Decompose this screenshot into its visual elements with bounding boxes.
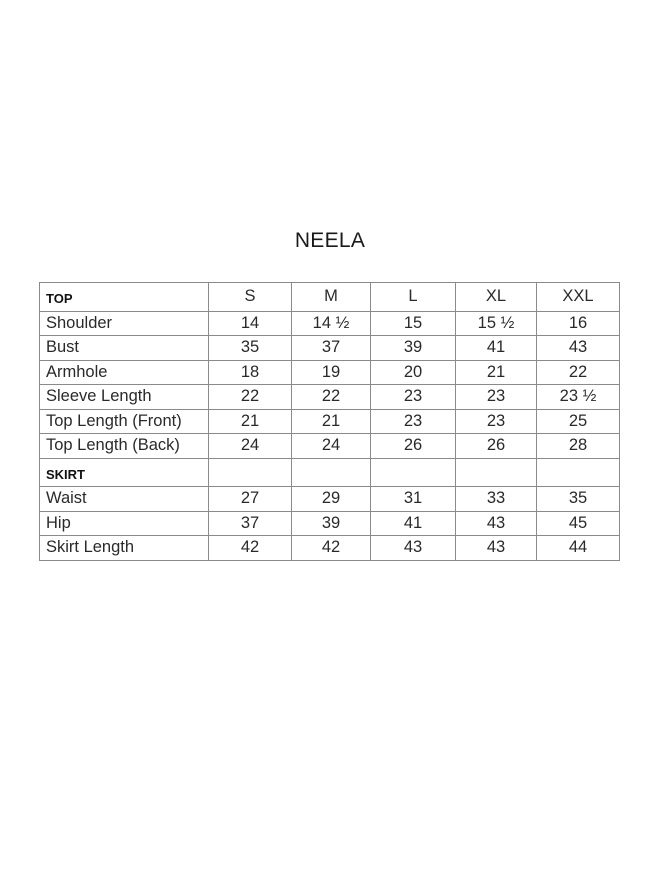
table-cell: 43 [456,511,537,536]
table-cell: 33 [456,487,537,512]
table-row [40,311,620,336]
table-cell: 26 [456,434,537,459]
table-cell: 35 [537,487,620,512]
table-cell: 15 ½ [456,311,537,336]
table-cell: 22 [292,385,371,410]
table-cell: 42 [209,536,292,561]
table-cell: 23 ½ [537,385,620,410]
size-chart-body [40,283,620,561]
table-cell: 37 [292,336,371,361]
table-cell: 21 [456,360,537,385]
size-header-s: S [209,283,292,312]
table-row [40,434,620,459]
table-cell: 23 [456,385,537,410]
table-cell: 44 [537,536,620,561]
table-cell: 43 [537,336,620,361]
table-cell: 25 [537,409,620,434]
section-row-skirt [40,458,620,487]
table-cell: 21 [292,409,371,434]
table-cell: 23 [371,385,456,410]
table-row [40,409,620,434]
row-label: Bust [40,336,209,361]
table-cell: 15 [371,311,456,336]
size-chart-table [39,282,620,561]
table-cell: 14 ½ [292,311,371,336]
table-row [40,487,620,512]
table-row [40,385,620,410]
table-cell: 39 [371,336,456,361]
row-label: Top Length (Back) [40,434,209,459]
section-label-skirt: SKIRT [40,458,209,487]
table-row [40,511,620,536]
row-label: Skirt Length [40,536,209,561]
row-label: Waist [40,487,209,512]
row-label: Hip [40,511,209,536]
table-cell: 37 [209,511,292,536]
table-cell: 23 [456,409,537,434]
row-label: Top Length (Front) [40,409,209,434]
table-cell: 26 [371,434,456,459]
section-label-top: TOP [40,283,209,312]
table-cell: 29 [292,487,371,512]
table-cell: 43 [371,536,456,561]
size-header-xl: XL [456,283,537,312]
table-row [40,336,620,361]
size-header-l: L [371,283,456,312]
size-header-m: M [292,283,371,312]
table-cell: 27 [209,487,292,512]
table-cell: 24 [209,434,292,459]
table-cell: 45 [537,511,620,536]
table-cell: 42 [292,536,371,561]
row-label: Sleeve Length [40,385,209,410]
row-label: Shoulder [40,311,209,336]
table-cell: 23 [371,409,456,434]
size-header-xxl: XXL [537,283,620,312]
empty-cell [371,458,456,487]
table-cell: 28 [537,434,620,459]
empty-cell [456,458,537,487]
table-cell: 16 [537,311,620,336]
table-cell: 20 [371,360,456,385]
empty-cell [209,458,292,487]
table-cell: 39 [292,511,371,536]
empty-cell [537,458,620,487]
row-label: Armhole [40,360,209,385]
table-cell: 31 [371,487,456,512]
table-cell: 43 [456,536,537,561]
table-cell: 19 [292,360,371,385]
table-cell: 14 [209,311,292,336]
table-cell: 41 [456,336,537,361]
empty-cell [292,458,371,487]
page-title: NEELA [294,229,366,252]
table-cell: 24 [292,434,371,459]
table-cell: 35 [209,336,292,361]
table-header-row [40,283,620,312]
table-cell: 22 [537,360,620,385]
table-cell: 21 [209,409,292,434]
table-cell: 22 [209,385,292,410]
table-row [40,536,620,561]
table-cell: 41 [371,511,456,536]
table-cell: 18 [209,360,292,385]
table-row [40,360,620,385]
